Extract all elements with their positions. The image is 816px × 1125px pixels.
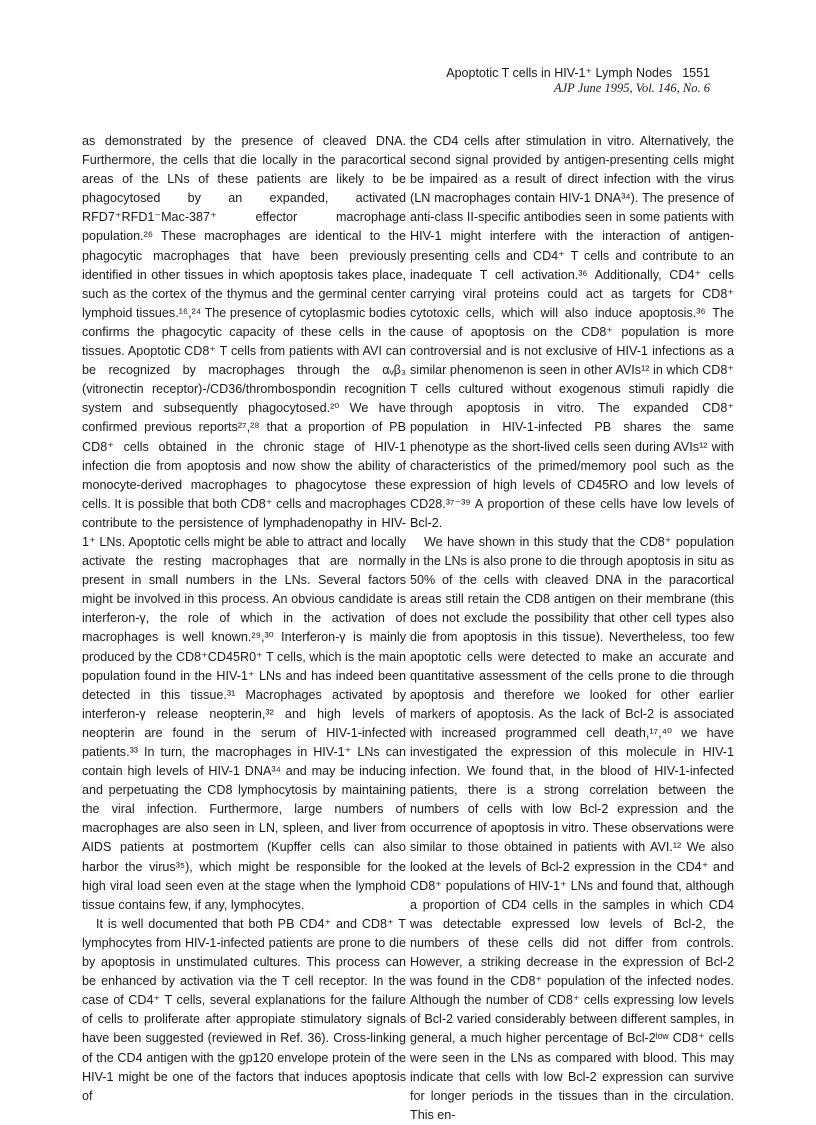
paragraph: as demonstrated by the presence of cleaved DNA. Furthermore, the cells that die locally in the paracortical areas of the LNs of these patients are likely to be phagocytosed by an expanded, activated RFD7⁺RFD1⁻Mac-387⁺ effector macrophage population.²⁶ These macrophages are identical to the phagocytic macrophages that have been previously identified in other tissues in which apoptosis takes place, such as the cortex of the thymus and the germinal center lymphoid tissues.¹⁶,²⁴ The presence of cytoplasmic bodies confirms the phagocytic capacity of these cells in the tissues. Apoptotic CD8⁺ T cells from patients with AVI can be recognized by macrophages through the αᵥβ₃ (vitronectin receptor)-/CD36/thrombospondin recognition system and subsequently phagocytosed.²⁰ We have confirmed previous reports²⁷,²⁸ that a proportion of PB CD8⁺ cells obtained in the chronic stage of HIV-1 infection die from apoptosis and now show the ability of monocyte-derived macrophages to phagocytose these cells. It is possible that both CD8⁺ cells and macrophages contribute to the persistence of lymphadenopathy in HIV-1⁺ LNs. Apoptotic cells might be able to attract and locally activate the resting macrophages that are normally present in small numbers in the LNs. Several factors might be involved in this process. An obvious candidate is interferon-γ, the role of which in the activation of macrophages is well known.²⁹,³⁰ Interferon-γ is mainly produced by the CD8⁺CD45R0⁺ T cells, which is the main population found in the HIV-1⁺ LNs and has indeed been detected in this tissue.³¹ Macrophages activated by interferon-γ release neopterin,³² and high levels of neopterin are found in the serum of HIV-1-infected patients.³³ In turn, the macrophages in HIV-1⁺ LNs can contain high levels of HIV-1 DNA³⁴ and may be inducing and perpetuating the CD8 lymphocytosis by maintaining the viral infection. Furthermore, large numbers of macrophages are also seen in LN, spleen, and liver from AIDS patients at postmortem (Kupffer cells can also harbor the virus³⁵), which might be responsible for the high viral load seen even at the stage when the lymphoid tissue contains few, if any, lymphocytes. xyxy=(82,134,406,912)
left-column xyxy=(82,132,406,1106)
paragraph: We have shown in this study that the CD8⁺ population in the LNs is also prone to die through apoptosis in situ as 50% of the cells with cleaved DNA in the paracortical areas still retain the CD8 antigen on their membrane (this does not exclude the possibility that other cell types also die from apoptosis in this tissue). Nevertheless, too few apoptotic cells were detected to make an accurate and quantitative assessment of the cells prone to die through apoptosis and therefore we looked for other earlier markers of apoptosis. As the lack of Bcl-2 is associated with increased programmed cell death,¹⁷,⁴⁰ we have investigated the expression of this molecule in HIV-1 infection. We found that, in the blood of HIV-1-infected patients, there is a strong correlation between the numbers of cells with low Bcl-2 expression and the occurrence of apoptosis in vitro. These observations were similar to those obtained in patients with AVI.¹² We also looked at the levels of Bcl-2 expression in the CD4⁺ and CD8⁺ populations of HIV-1⁺ LNs and found that, although a proportion of CD4 cells in the samples in which CD4 was detectable expressed low levels of Bcl-2, the numbers of these cells did not differ from controls. However, a striking decrease in the expression of Bcl-2 was found in the CD8⁺ population of the infected nodes. Although the number of CD8⁺ cells expressing low levels of Bcl-2 varied considerably between different samples, in general, a much higher percentage of Bcl-2ˡᵒʷ CD8⁺ cells were seen in the LNs as compared with blood. This may indicate that cells with low Bcl-2 expression can survive for longer periods in the tissues than in the circulation. This en- xyxy=(410,534,734,1122)
paragraph: the CD4 cells after stimulation in vitro. Alternatively, the second signal provided by antigen-presenting cells might be impaired as a result of direct infection with the virus (LN macrophages contain HIV-1 DNA³⁴). The presence of anti-class II-specific antibodies seen in some patients with HIV-1 might interfere with the interaction of antigen-presenting cells and CD4⁺ T cells and contribute to an inadequate T cell activation.³⁶ Additionally, CD4⁺ cells carrying viral proteins could act as targets for CD8⁺ cytotoxic cells, which will also induce apoptosis.³⁶ The cause of apoptosis on the CD8⁺ population is more controversial and is not exclusive of HIV-1 infections as a similar phenomenon is seen in other AVIs¹² in which CD8⁺ T cells cultured without exogenous stimuli rapidly die through apoptosis in vitro. The expanded CD8⁺ population in HIV-1-infected PB shares the same phenotype as the short-lived cells seen during AVIs¹² with characteristics of the primed/memory pool such as the expression of high levels of CD45RO and low levels of CD28.³⁷⁻³⁹ A proportion of these cells have low levels of Bcl-2. xyxy=(410,134,734,530)
page-number: 1551 xyxy=(682,66,710,80)
running-header xyxy=(446,66,710,96)
running-title: Apoptotic T cells in HIV-1⁺ Lymph Nodes xyxy=(446,66,673,80)
journal-citation: AJP June 1995, Vol. 146, No. 6 xyxy=(554,81,710,95)
right-column xyxy=(410,132,734,1125)
paragraph: It is well documented that both PB CD4⁺ and CD8⁺ T lymphocytes from HIV-1-infected patients are prone to die by apoptosis in unstimulated cultures. This process can be enhanced by activation via the T cell receptor. In the case of CD4⁺ T cells, several explanations for the failure of cells to proliferate after appropiate stimulatory signals have been suggested (reviewed in Ref. 36). Cross-linking of the CD4 antigen with the gp120 envelope protein of the HIV-1 might be one of the factors that induces apoptosis of xyxy=(82,916,406,1103)
